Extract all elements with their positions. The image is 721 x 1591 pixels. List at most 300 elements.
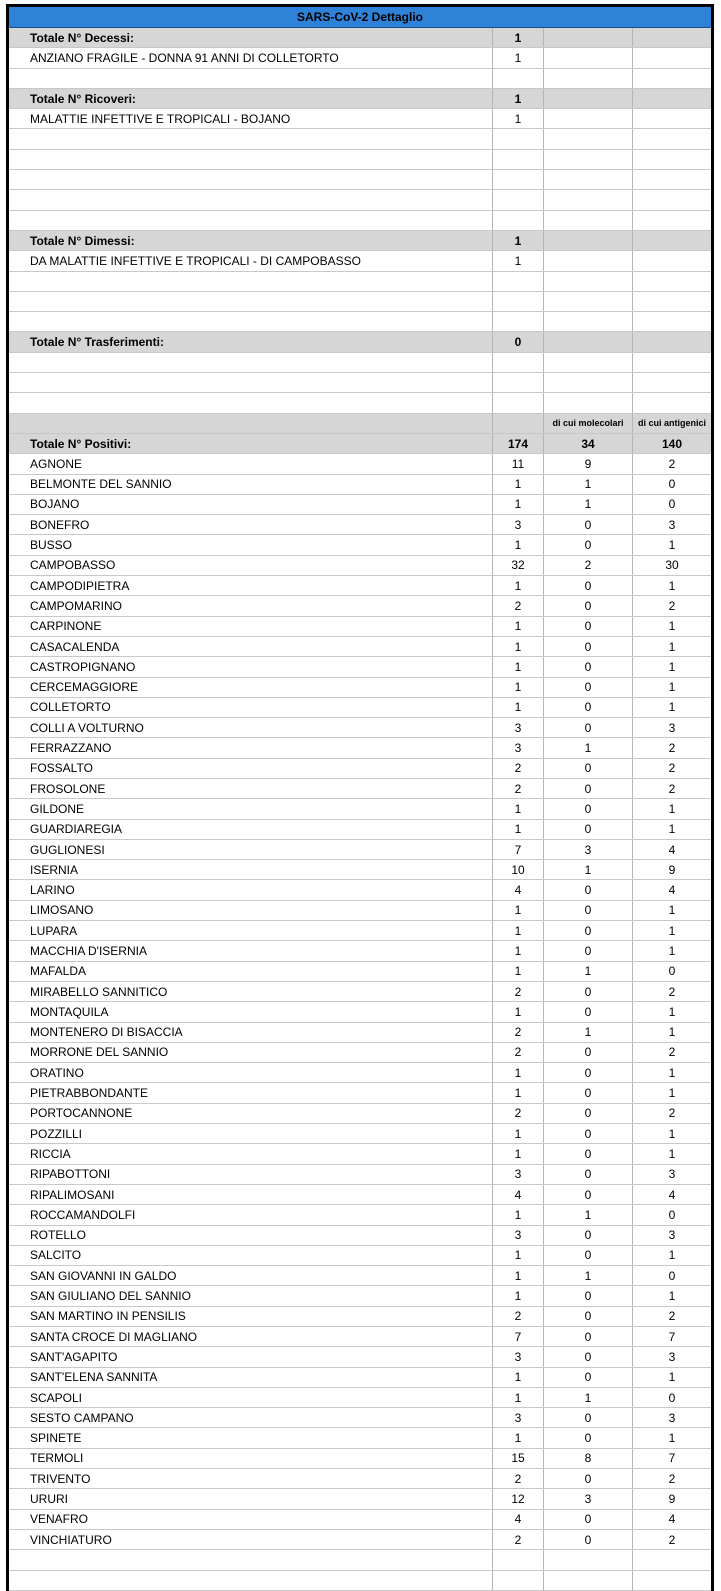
municipality-row xyxy=(9,515,711,535)
ricoveri-blank-row xyxy=(9,170,711,190)
municipality-name: FERRAZZANO xyxy=(9,738,493,757)
municipality-total: 3 xyxy=(493,1165,544,1184)
municipality-name: RIPABOTTONI xyxy=(9,1165,493,1184)
municipality-total: 3 xyxy=(493,1347,544,1366)
municipality-antigenici: 2 xyxy=(668,1309,676,1324)
municipality-total: 1 xyxy=(493,475,544,494)
municipality-row xyxy=(9,1205,711,1225)
municipality-total: 2 xyxy=(493,759,544,778)
empty-cell xyxy=(633,28,711,47)
municipality-total: 2 xyxy=(493,1307,544,1326)
municipality-antigenici: 1 xyxy=(668,659,676,674)
dimessi-item-count: 1 xyxy=(493,251,544,270)
municipality-total: 1 xyxy=(493,1124,544,1143)
municipality-row xyxy=(9,535,711,555)
municipality-antigenici: 9 xyxy=(668,862,676,877)
municipality-antigenici: 4 xyxy=(668,883,676,898)
municipality-total: 10 xyxy=(493,860,544,879)
municipality-molecolari: 0 xyxy=(544,1286,633,1305)
municipality-row xyxy=(9,1307,711,1327)
municipality-total: 2 xyxy=(493,1023,544,1042)
municipality-antigenici: 1 xyxy=(668,1004,676,1019)
positivi-blank-row xyxy=(9,1571,711,1591)
empty-cell xyxy=(493,150,544,169)
empty-cell xyxy=(544,190,633,209)
municipality-total: 1 xyxy=(493,1368,544,1387)
municipality-molecolari: 0 xyxy=(544,718,633,737)
municipality-antigenici: 1 xyxy=(668,1370,676,1385)
municipality-molecolari: 0 xyxy=(544,880,633,899)
municipality-name: ISERNIA xyxy=(9,860,493,879)
empty-cell xyxy=(544,1571,633,1590)
municipality-antigenici: 1 xyxy=(668,1126,676,1141)
empty-cell xyxy=(544,332,633,351)
empty-cell xyxy=(493,414,544,433)
empty-cell xyxy=(633,231,711,250)
municipality-total: 1 xyxy=(493,678,544,697)
municipality-name: MACCHIA D'ISERNIA xyxy=(9,941,493,960)
empty-cell xyxy=(544,292,633,311)
municipality-antigenici: 0 xyxy=(668,1390,676,1405)
municipality-name: BELMONTE DEL SANNIO xyxy=(9,475,493,494)
municipality-row xyxy=(9,738,711,758)
municipality-total: 1 xyxy=(493,1388,544,1407)
municipality-total: 3 xyxy=(493,1408,544,1427)
empty-cell xyxy=(544,1550,633,1569)
positivi-total-value: 174 xyxy=(493,434,544,453)
municipality-molecolari: 0 xyxy=(544,901,633,920)
positivi-total-row xyxy=(9,434,711,454)
empty-cell xyxy=(544,231,633,250)
municipality-total: 4 xyxy=(493,1510,544,1529)
dimessi-blank-row xyxy=(9,272,711,292)
municipality-total: 1 xyxy=(493,495,544,514)
municipality-row xyxy=(9,1083,711,1103)
municipality-name: PIETRABBONDANTE xyxy=(9,1083,493,1102)
municipality-antigenici: 1 xyxy=(668,1146,676,1161)
municipality-row xyxy=(9,718,711,738)
empty-cell xyxy=(633,48,711,67)
municipality-molecolari: 0 xyxy=(544,1510,633,1529)
empty-cell xyxy=(493,353,544,372)
municipality-row xyxy=(9,1327,711,1347)
municipality-total: 1 xyxy=(493,1002,544,1021)
municipality-antigenici: 1 xyxy=(668,639,676,654)
municipality-molecolari: 1 xyxy=(544,1205,633,1224)
empty-cell xyxy=(493,373,544,392)
municipality-antigenici: 4 xyxy=(668,1512,676,1527)
ricoveri-total-row xyxy=(9,89,711,109)
municipality-row xyxy=(9,1165,711,1185)
municipality-total: 2 xyxy=(493,1104,544,1123)
sheet-title: SARS-CoV-2 Dettaglio xyxy=(9,7,711,28)
municipality-molecolari: 0 xyxy=(544,1327,633,1346)
municipality-molecolari: 0 xyxy=(544,1408,633,1427)
municipality-antigenici: 0 xyxy=(668,1268,676,1283)
empty-cell xyxy=(544,150,633,169)
empty-cell xyxy=(9,292,493,311)
municipality-antigenici: 7 xyxy=(668,1451,676,1466)
municipality-molecolari: 0 xyxy=(544,1185,633,1204)
municipality-row xyxy=(9,576,711,596)
municipality-row xyxy=(9,860,711,880)
municipality-name: GUGLIONESI xyxy=(9,840,493,859)
empty-cell xyxy=(9,150,493,169)
municipality-antigenici: 2 xyxy=(668,598,676,613)
empty-cell xyxy=(633,312,711,331)
municipality-row xyxy=(9,1185,711,1205)
municipality-row xyxy=(9,495,711,515)
municipality-row xyxy=(9,1408,711,1428)
municipality-total: 11 xyxy=(493,454,544,473)
municipality-name: BUSSO xyxy=(9,535,493,554)
municipality-total: 15 xyxy=(493,1449,544,1468)
empty-cell xyxy=(544,109,633,128)
municipality-total: 3 xyxy=(493,515,544,534)
empty-cell xyxy=(633,89,711,108)
municipality-name: ORATINO xyxy=(9,1063,493,1082)
municipality-molecolari: 2 xyxy=(544,556,633,575)
positivi-subheader-row xyxy=(9,414,711,434)
municipality-antigenici: 2 xyxy=(668,741,676,756)
municipality-antigenici: 1 xyxy=(668,700,676,715)
trasferimenti-blank-row xyxy=(9,393,711,413)
municipality-molecolari: 8 xyxy=(544,1449,633,1468)
municipality-name: AGNONE xyxy=(9,454,493,473)
empty-cell xyxy=(9,353,493,372)
municipality-antigenici: 1 xyxy=(668,578,676,593)
municipality-molecolari: 1 xyxy=(544,962,633,981)
municipality-antigenici: 1 xyxy=(668,1248,676,1263)
municipality-name: RIPALIMOSANI xyxy=(9,1185,493,1204)
municipality-molecolari: 1 xyxy=(544,860,633,879)
municipality-molecolari: 0 xyxy=(544,1043,633,1062)
municipality-molecolari: 1 xyxy=(544,475,633,494)
municipality-molecolari: 0 xyxy=(544,799,633,818)
municipality-antigenici: 1 xyxy=(668,923,676,938)
municipality-total: 1 xyxy=(493,1205,544,1224)
municipality-total: 1 xyxy=(493,1428,544,1447)
municipality-molecolari: 1 xyxy=(544,495,633,514)
municipality-total: 7 xyxy=(493,1327,544,1346)
empty-cell xyxy=(544,170,633,189)
municipality-molecolari: 0 xyxy=(544,678,633,697)
municipality-row xyxy=(9,617,711,637)
municipality-name: SANT'ELENA SANNITA xyxy=(9,1368,493,1387)
trasferimenti-blank-row xyxy=(9,373,711,393)
municipality-total: 1 xyxy=(493,901,544,920)
empty-cell xyxy=(633,190,711,209)
municipality-name: MONTENERO DI BISACCIA xyxy=(9,1023,493,1042)
municipality-name: LIMOSANO xyxy=(9,901,493,920)
municipality-name: SANT'AGAPITO xyxy=(9,1347,493,1366)
municipality-antigenici: 1 xyxy=(668,1289,676,1304)
dimessi-blank-row xyxy=(9,312,711,332)
municipality-total: 7 xyxy=(493,840,544,859)
municipality-antigenici: 2 xyxy=(668,456,676,471)
municipality-molecolari: 9 xyxy=(544,454,633,473)
municipality-row xyxy=(9,982,711,1002)
municipality-row xyxy=(9,1388,711,1408)
municipality-name: SCAPOLI xyxy=(9,1388,493,1407)
municipality-row xyxy=(9,1449,711,1469)
municipality-name: COLLETORTO xyxy=(9,698,493,717)
municipality-antigenici: 2 xyxy=(668,1532,676,1547)
municipality-row xyxy=(9,596,711,616)
municipality-antigenici: 3 xyxy=(668,1410,676,1425)
municipality-antigenici: 0 xyxy=(668,964,676,979)
empty-cell xyxy=(493,211,544,230)
municipality-antigenici: 2 xyxy=(668,984,676,999)
municipality-name: COLLI A VOLTURNO xyxy=(9,718,493,737)
trasferimenti-total-label: Totale N° Trasferimenti: xyxy=(9,332,493,351)
municipality-total: 3 xyxy=(493,718,544,737)
municipality-molecolari: 1 xyxy=(544,1388,633,1407)
antigenici-column-header: di cui antigenici xyxy=(637,418,706,429)
municipality-name: CERCEMAGGIORE xyxy=(9,678,493,697)
municipality-row xyxy=(9,678,711,698)
municipality-molecolari: 0 xyxy=(544,617,633,636)
municipality-molecolari: 0 xyxy=(544,576,633,595)
municipality-row xyxy=(9,840,711,860)
municipality-name: SPINETE xyxy=(9,1428,493,1447)
municipality-molecolari: 0 xyxy=(544,1165,633,1184)
municipality-row xyxy=(9,820,711,840)
municipality-row xyxy=(9,1226,711,1246)
municipality-row xyxy=(9,1469,711,1489)
municipality-name: ROTELLO xyxy=(9,1226,493,1245)
municipality-total: 1 xyxy=(493,1083,544,1102)
ricoveri-blank-row xyxy=(9,190,711,210)
empty-cell xyxy=(9,170,493,189)
empty-cell xyxy=(633,150,711,169)
municipality-total: 3 xyxy=(493,1226,544,1245)
empty-cell xyxy=(633,129,711,148)
municipality-row xyxy=(9,921,711,941)
positivi-blank-row xyxy=(9,1550,711,1570)
municipality-antigenici: 3 xyxy=(668,1349,676,1364)
sheet-body xyxy=(9,28,711,1591)
municipality-total: 1 xyxy=(493,1063,544,1082)
empty-cell xyxy=(9,190,493,209)
municipality-row xyxy=(9,880,711,900)
municipality-total: 1 xyxy=(493,1246,544,1265)
municipality-molecolari: 0 xyxy=(544,698,633,717)
municipality-name: FOSSALTO xyxy=(9,759,493,778)
municipality-name: LARINO xyxy=(9,880,493,899)
municipality-name: BOJANO xyxy=(9,495,493,514)
empty-cell xyxy=(493,393,544,412)
empty-cell xyxy=(9,1550,493,1569)
municipality-total: 1 xyxy=(493,617,544,636)
municipality-name: CARPINONE xyxy=(9,617,493,636)
municipality-row xyxy=(9,475,711,495)
municipality-row xyxy=(9,1124,711,1144)
empty-cell xyxy=(633,292,711,311)
municipality-name: RICCIA xyxy=(9,1144,493,1163)
municipality-antigenici: 1 xyxy=(668,538,676,553)
empty-cell xyxy=(633,373,711,392)
municipality-name: MONTAQUILA xyxy=(9,1002,493,1021)
empty-cell xyxy=(633,211,711,230)
municipality-name: MIRABELLO SANNITICO xyxy=(9,982,493,1001)
municipality-row xyxy=(9,962,711,982)
municipality-molecolari: 0 xyxy=(544,1530,633,1549)
municipality-row xyxy=(9,1063,711,1083)
municipality-row xyxy=(9,1002,711,1022)
municipality-total: 1 xyxy=(493,799,544,818)
empty-cell xyxy=(544,373,633,392)
municipality-name: MAFALDA xyxy=(9,962,493,981)
municipality-antigenici: 1 xyxy=(668,1086,676,1101)
municipality-molecolari: 0 xyxy=(544,1144,633,1163)
municipality-total: 1 xyxy=(493,1286,544,1305)
empty-cell xyxy=(633,170,711,189)
municipality-antigenici: 1 xyxy=(668,801,676,816)
municipality-name: SAN GIULIANO DEL SANNIO xyxy=(9,1286,493,1305)
municipality-molecolari: 0 xyxy=(544,515,633,534)
municipality-antigenici: 2 xyxy=(668,1106,676,1121)
municipality-molecolari: 0 xyxy=(544,657,633,676)
municipality-row xyxy=(9,941,711,961)
empty-cell xyxy=(544,129,633,148)
municipality-molecolari: 0 xyxy=(544,779,633,798)
empty-cell xyxy=(633,272,711,291)
trasferimenti-total-row xyxy=(9,332,711,352)
empty-cell xyxy=(544,251,633,270)
municipality-molecolari: 0 xyxy=(544,1469,633,1488)
empty-cell xyxy=(633,1571,711,1590)
municipality-molecolari: 1 xyxy=(544,738,633,757)
municipality-total: 1 xyxy=(493,657,544,676)
municipality-total: 1 xyxy=(493,941,544,960)
empty-cell xyxy=(9,414,493,433)
trasferimenti-total-value: 0 xyxy=(493,332,544,351)
empty-cell xyxy=(544,393,633,412)
positivi-antigenici-total: 140 xyxy=(661,436,683,451)
municipality-name: SAN GIOVANNI IN GALDO xyxy=(9,1266,493,1285)
municipality-total: 2 xyxy=(493,1469,544,1488)
empty-cell xyxy=(544,48,633,67)
municipality-molecolari: 0 xyxy=(544,1246,633,1265)
ricoveri-blank-row xyxy=(9,150,711,170)
municipality-row xyxy=(9,1266,711,1286)
municipality-total: 1 xyxy=(493,637,544,656)
municipality-total: 2 xyxy=(493,1043,544,1062)
empty-cell xyxy=(544,211,633,230)
municipality-row xyxy=(9,698,711,718)
municipality-molecolari: 0 xyxy=(544,1063,633,1082)
dimessi-blank-row xyxy=(9,292,711,312)
municipality-molecolari: 0 xyxy=(544,637,633,656)
municipality-antigenici: 0 xyxy=(668,477,676,492)
municipality-antigenici: 30 xyxy=(665,558,679,573)
ricoveri-blank-row xyxy=(9,129,711,149)
dimessi-total-row xyxy=(9,231,711,251)
municipality-name: SANTA CROCE DI MAGLIANO xyxy=(9,1327,493,1346)
municipality-antigenici: 1 xyxy=(668,1065,676,1080)
empty-cell xyxy=(493,272,544,291)
municipality-row xyxy=(9,759,711,779)
municipality-total: 1 xyxy=(493,962,544,981)
municipality-name: GUARDIAREGIA xyxy=(9,820,493,839)
ricoveri-total-label: Totale N° Ricoveri: xyxy=(9,89,493,108)
municipality-name: CAMPOBASSO xyxy=(9,556,493,575)
municipality-total: 1 xyxy=(493,1266,544,1285)
municipality-total: 2 xyxy=(493,1530,544,1549)
empty-cell xyxy=(544,353,633,372)
municipality-total: 4 xyxy=(493,880,544,899)
dimessi-total-label: Totale N° Dimessi: xyxy=(9,231,493,250)
municipality-row xyxy=(9,901,711,921)
municipality-antigenici: 1 xyxy=(668,1431,676,1446)
municipality-molecolari: 0 xyxy=(544,941,633,960)
empty-cell xyxy=(9,69,493,88)
municipality-molecolari: 0 xyxy=(544,1428,633,1447)
empty-cell xyxy=(633,69,711,88)
municipality-antigenici: 1 xyxy=(668,680,676,695)
municipality-molecolari: 0 xyxy=(544,1104,633,1123)
empty-cell xyxy=(544,272,633,291)
municipality-molecolari: 0 xyxy=(544,921,633,940)
empty-cell xyxy=(493,69,544,88)
empty-cell xyxy=(9,1571,493,1590)
municipality-molecolari: 0 xyxy=(544,1226,633,1245)
municipality-name: CASTROPIGNANO xyxy=(9,657,493,676)
municipality-molecolari: 0 xyxy=(544,596,633,615)
municipality-antigenici: 1 xyxy=(668,822,676,837)
municipality-row xyxy=(9,1144,711,1164)
municipality-total: 4 xyxy=(493,1185,544,1204)
dimessi-item-row xyxy=(9,251,711,271)
decessi-item-name: ANZIANO FRAGILE - DONNA 91 ANNI DI COLLETORTO xyxy=(9,48,493,67)
empty-cell xyxy=(9,211,493,230)
municipality-antigenici: 3 xyxy=(668,720,676,735)
municipality-antigenici: 9 xyxy=(668,1492,676,1507)
municipality-name: GILDONE xyxy=(9,799,493,818)
municipality-row xyxy=(9,779,711,799)
municipality-antigenici: 1 xyxy=(668,619,676,634)
municipality-total: 2 xyxy=(493,982,544,1001)
molecolari-column-header: di cui molecolari xyxy=(544,414,633,433)
decessi-item-row xyxy=(9,48,711,68)
municipality-antigenici: 2 xyxy=(668,1045,676,1060)
ricoveri-item-name: MALATTIE INFETTIVE E TROPICALI - BOJANO xyxy=(9,109,493,128)
municipality-row xyxy=(9,1023,711,1043)
empty-cell xyxy=(544,28,633,47)
municipality-total: 1 xyxy=(493,820,544,839)
municipality-antigenici: 2 xyxy=(668,1471,676,1486)
municipality-name: MORRONE DEL SANNIO xyxy=(9,1043,493,1062)
municipality-row xyxy=(9,1043,711,1063)
municipality-total: 1 xyxy=(493,535,544,554)
decessi-total-value: 1 xyxy=(493,28,544,47)
empty-cell xyxy=(493,129,544,148)
empty-cell xyxy=(633,251,711,270)
empty-cell xyxy=(633,393,711,412)
municipality-molecolari: 0 xyxy=(544,1347,633,1366)
municipality-row xyxy=(9,799,711,819)
municipality-antigenici: 4 xyxy=(668,1187,676,1202)
municipality-row xyxy=(9,637,711,657)
municipality-antigenici: 7 xyxy=(668,1329,676,1344)
municipality-row xyxy=(9,1368,711,1388)
ricoveri-item-count: 1 xyxy=(493,109,544,128)
empty-cell xyxy=(9,272,493,291)
municipality-row xyxy=(9,1246,711,1266)
municipality-name: PORTOCANNONE xyxy=(9,1104,493,1123)
municipality-row xyxy=(9,1428,711,1448)
